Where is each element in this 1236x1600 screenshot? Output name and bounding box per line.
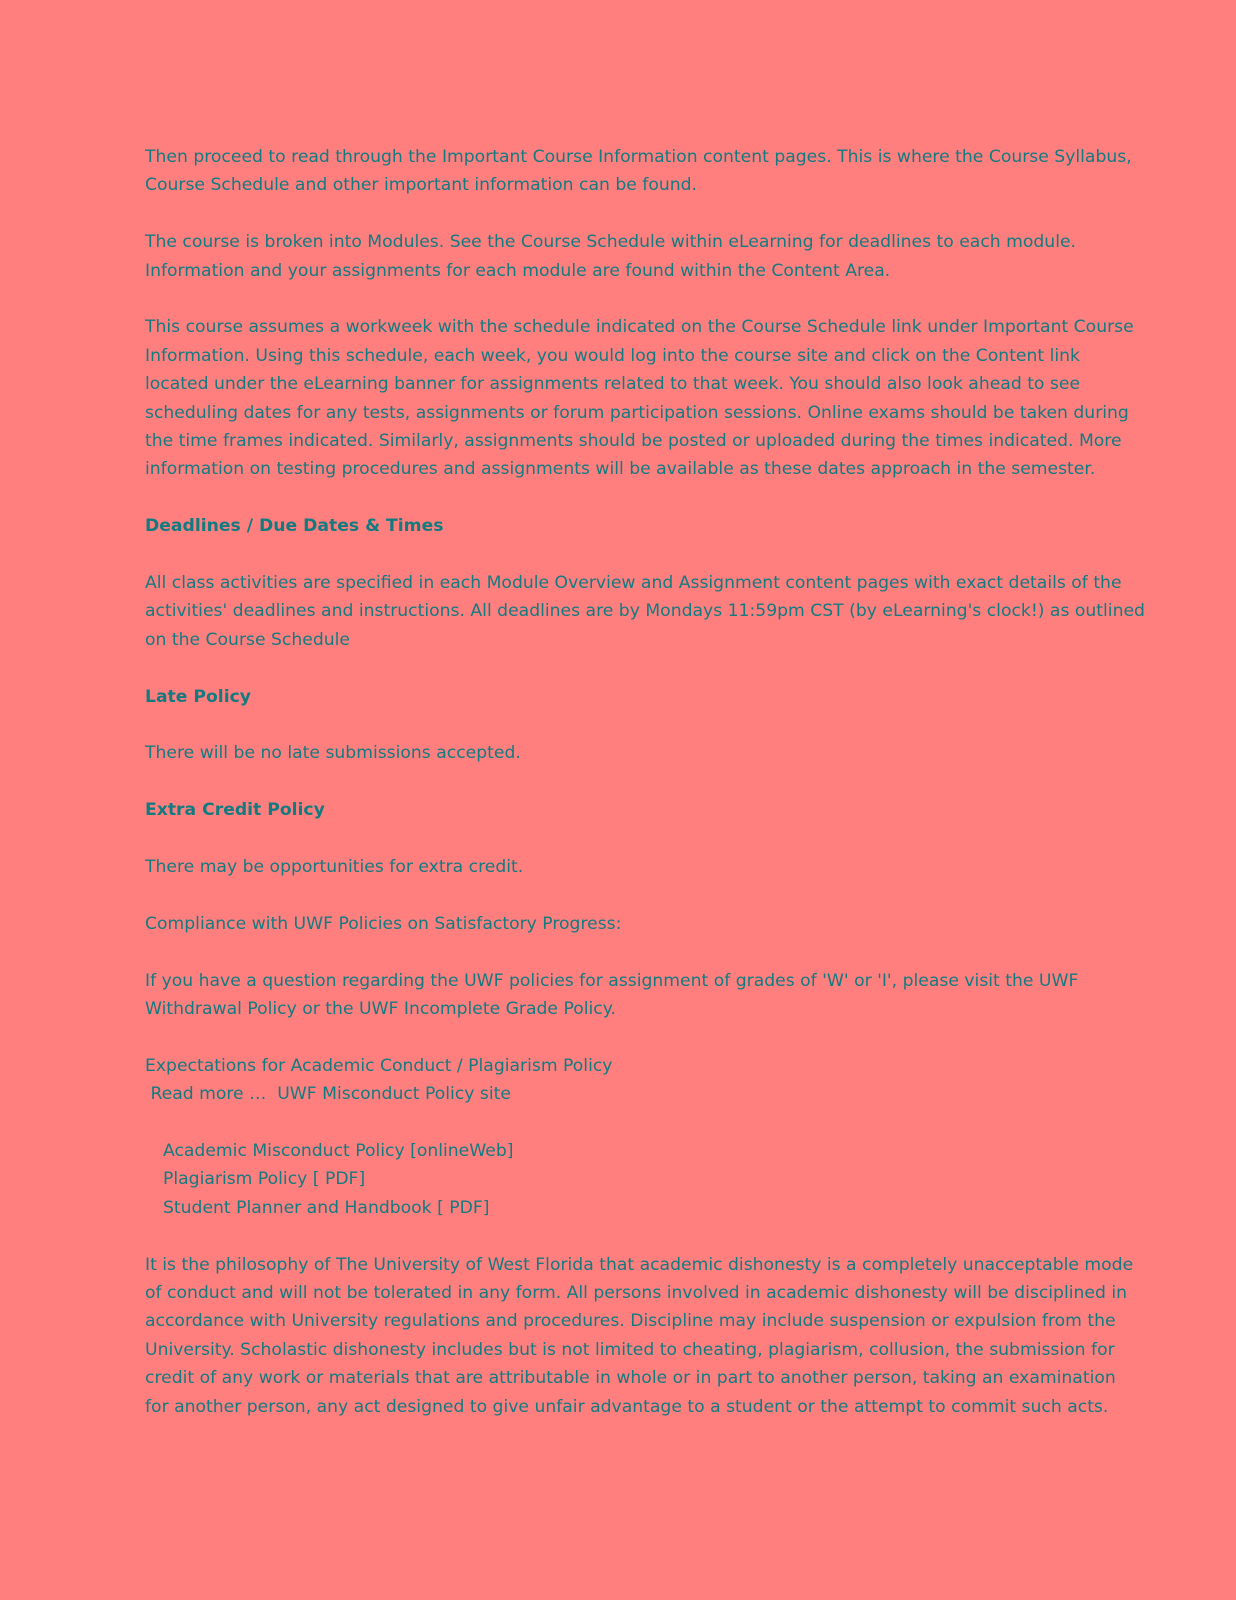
paragraph-line: All class activities are specified in each Module Overview and Assignment content pages with exact details of the [145,573,1122,594]
paragraph-line: It is the philosophy of The University of West Florida that academic dishonesty is a completely unacceptable mode [145,1254,1134,1275]
document-page [145,143,1145,1421]
paragraph-philosophy [145,1251,1134,1421]
paragraph-line: activities' deadlines and instructions. All deadlines are by Mondays 11:59pm CST (by eLearning's clock!) as outlined [145,601,1145,622]
paragraph-line: This course assumes a workweek with the schedule indicated on the Course Schedule link under Important Course [145,317,1134,338]
paragraph-line: scheduling dates for any tests, assignments or forum participation sessions. Online exams should be taken during [145,402,1129,423]
policy-link-list [145,1137,1100,1222]
heading-late-policy: Late Policy [145,686,251,707]
paragraph-line: Information. Using this schedule, each week, you would log into the course site and click on the Content link [145,345,1080,366]
heading-academic-conduct: Expectations for Academic Conduct / Plagiarism Policy [145,1055,613,1076]
paragraph-workweek [145,313,1134,483]
paragraph-deadlines [145,569,1145,654]
paragraph-line: of conduct and will not be tolerated in any form. All persons involved in academic dishonesty will be disciplined in [145,1283,1128,1304]
paragraph-line: information on testing procedures and assignments will be available as these dates approach in the semester. [145,459,1096,480]
academic-misconduct-policy-link[interactable]: Academic Misconduct Policy [onlineWeb] [163,1141,514,1162]
heading-extra-credit: Extra Credit Policy [145,800,325,821]
heading-compliance: Compliance with UWF Policies on Satisfactory Progress: [145,913,622,934]
heading-deadlines: Deadlines / Due Dates & Times [145,516,444,537]
paragraph-course-information [145,143,1132,200]
paragraph-line: Then proceed to read through the Important Course Information content pages. This is where the Course Syllabus, [145,147,1132,167]
paragraph-late-policy: There will be no late submissions accepted. [145,743,521,764]
paragraph-line: If you have a question regarding the UWF policies for assignment of grades of 'W' or 'I', please visit the UWF [145,970,1079,991]
paragraph-modules [145,228,1100,285]
paragraph-line: located under the eLearning banner for assignments related to that week. You should also look ahead to see [145,374,1081,395]
paragraph-line: for another person, any act designed to give unfair advantage to a student or the attempt to commit such acts. [145,1396,1109,1417]
paragraph-line: Course Schedule and other important information can be found. [145,175,698,196]
paragraph-line: on the Course Schedule [145,629,350,650]
paragraph-line: accordance with University regulations and procedures. Discipline may include suspension or expulsion from the [145,1311,1116,1332]
paragraph-line: the time frames indicated. Similarly, assignments should be posted or uploaded during the times indicated. More [145,431,1122,452]
paragraph-line: University. Scholastic dishonesty includes but is not limited to cheating, plagiarism, collusion, the submission for [145,1339,1115,1360]
conduct-section [145,1052,1100,1109]
paragraph-line: Withdrawal Policy or the UWF Incomplete Grade Policy. [145,999,616,1020]
paragraph-compliance [145,967,1100,1024]
paragraph-extra-credit: There may be opportunities for extra credit. [145,857,524,878]
paragraph-line: credit of any work or materials that are attributable in whole or in part to another person, taking an examination [145,1368,1116,1389]
misconduct-policy-link[interactable]: Read more … UWF Misconduct Policy site [145,1084,511,1105]
paragraph-line: Information and your assignments for each module are found within the Content Area. [145,260,891,281]
paragraph-line: The course is broken into Modules. See the Course Schedule within eLearning for deadlines to each module. [145,232,1077,253]
plagiarism-policy-link[interactable]: Plagiarism Policy [ PDF] [163,1169,366,1190]
student-handbook-link[interactable]: Student Planner and Handbook [ PDF] [163,1197,490,1218]
